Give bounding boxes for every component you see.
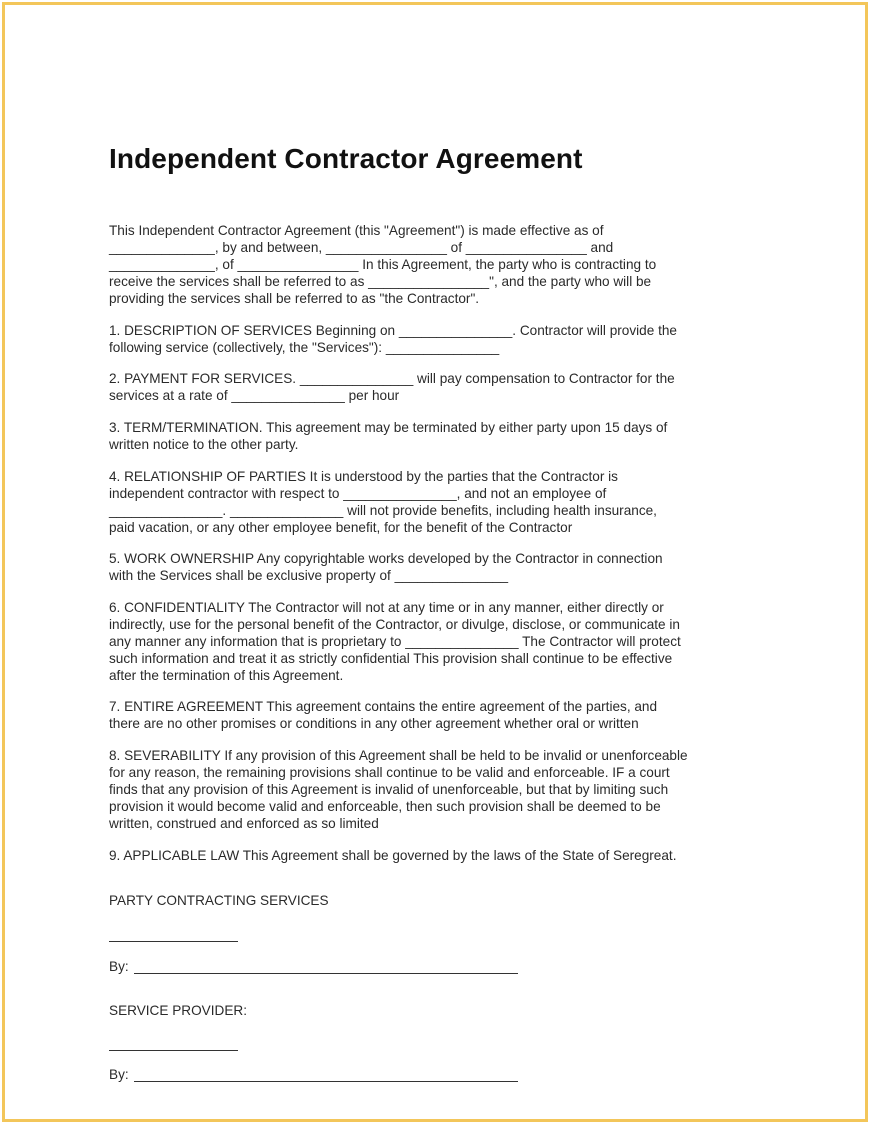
section-line: there are no other promises or conditions in any other agreement whether oral or written [109,716,639,731]
section-line: 1. DESCRIPTION OF SERVICES Beginning on _______________. Contractor will provide the [109,323,677,338]
section-payment-for-services [109,370,749,404]
section-line: indirectly, use for the personal benefit of the Contractor, or divulge, disclose, or communicate in [109,617,680,632]
section-line: paid vacation, or any other employee benefit, for the benefit of the Contractor [109,520,573,535]
section-line: independent contractor with respect to _______________, and not an employee of [109,486,607,501]
intro-line: ______________, of ________________ In this Agreement, the party who is contracting to [109,257,657,272]
section-description-of-services [109,322,749,356]
section-line: provision it would become valid and enforceable, then such provision shall be deemed to be [109,799,661,814]
section-line: following service (collectively, the "Services"): _______________ [109,340,500,355]
intro-line: This Independent Contractor Agreement (this "Agreement") is made effective as of [109,223,604,238]
section-line: with the Services shall be exclusive property of _______________ [109,568,509,583]
by-label: By: [109,959,129,974]
party-by-row [109,959,129,974]
section-line: 4. RELATIONSHIP OF PARTIES It is understood by the parties that the Contractor is [109,469,618,484]
intro-line: providing the services shall be referred to as "the Contractor". [109,291,480,306]
section-entire-agreement [109,698,749,732]
by-label: By: [109,1067,129,1082]
section-line: such information and treat it as strictly confidential This provision shall continue to be effective [109,651,673,666]
party-by-line[interactable] [134,973,518,974]
section-line: _______________. _______________ will not provide benefits, including health insurance, [109,503,657,518]
section-line: written, construed and enforced as so limited [109,816,379,831]
section-confidentiality [109,599,749,684]
party-signature-line[interactable] [109,941,238,942]
section-work-ownership [109,550,749,584]
document-title: Independent Contractor Agreement [109,143,583,174]
intro-paragraph [109,222,749,307]
section-line: after the termination of this Agreement. [109,668,344,683]
provider-by-row [109,1067,129,1082]
party-contracting-label: PARTY CONTRACTING SERVICES [109,893,329,908]
section-severability [109,747,749,832]
section-line: 6. CONFIDENTIALITY The Contractor will not at any time or in any manner, either directly or [109,600,664,615]
section-line: written notice to the other party. [109,437,299,452]
provider-by-line[interactable] [134,1081,518,1082]
intro-line: ______________, by and between, ________________ of ________________ and [109,240,614,255]
section-line: 9. APPLICABLE LAW This Agreement shall be governed by the laws of the State of Seregreat. [109,848,677,863]
section-line: 8. SEVERABILITY If any provision of this Agreement shall be held to be invalid or unenforceable [109,748,688,763]
section-line: 7. ENTIRE AGREEMENT This agreement contains the entire agreement of the parties, and [109,699,658,714]
provider-signature-line[interactable] [109,1050,238,1051]
section-line: for any reason, the remaining provisions shall continue to be valid and enforceable. IF a court [109,765,670,780]
section-line: 2. PAYMENT FOR SERVICES. _______________ will pay compensation to Contractor for the [109,371,675,386]
section-applicable-law [109,847,749,864]
section-line: 5. WORK OWNERSHIP Any copyrightable works developed by the Contractor in connection [109,551,663,566]
section-line: finds that any provision of this Agreement is invalid of unenforceable, but that by limiting such [109,782,669,797]
section-term-termination [109,419,749,453]
section-relationship-of-parties [109,468,749,536]
section-line: any manner any information that is proprietary to _______________ The Contractor will protect [109,634,681,649]
service-provider-label: SERVICE PROVIDER: [109,1003,247,1018]
section-line: 3. TERM/TERMINATION. This agreement may be terminated by either party upon 15 days of [109,420,668,435]
section-line: services at a rate of _______________ per hour [109,388,400,403]
intro-line: receive the services shall be referred to as ________________", and the party who will be [109,274,652,289]
